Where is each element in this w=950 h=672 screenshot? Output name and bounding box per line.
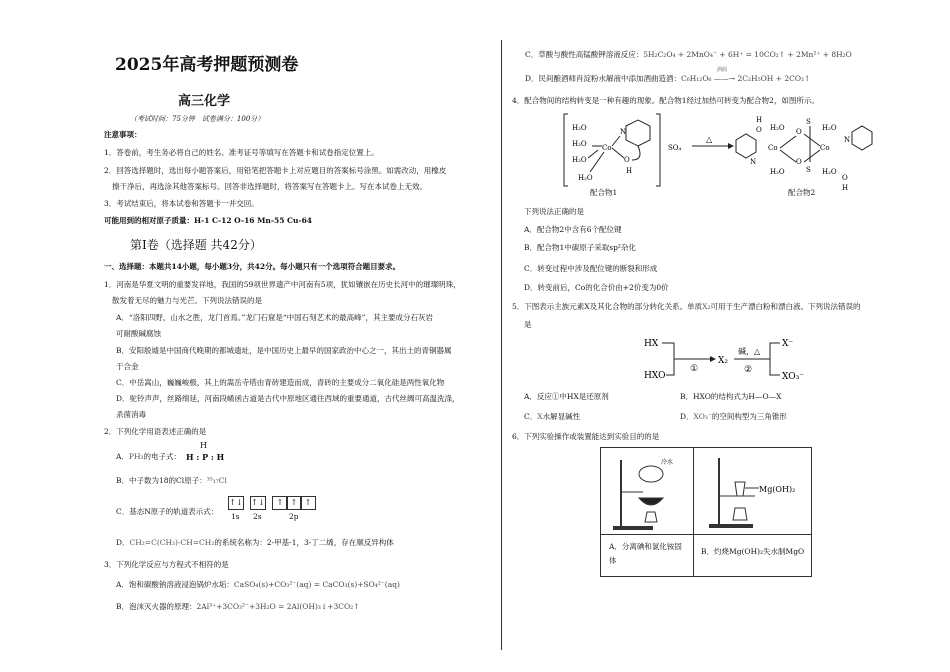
lamp-a [645,512,657,522]
q5-branch [770,343,780,375]
c1-co: Co [602,144,612,152]
q1-option-c: C．中岳嵩山，巍巍峻极，其上的嵩岳寺塔由青砖建造而成，青砖的主要成分二氧化硅是两性氧化物 [116,378,445,387]
q3-option-b [116,602,359,612]
q3-option-d [525,74,810,84]
q6-apparatus-b [699,452,807,532]
c1-o: O [624,156,630,164]
c2-o-left: O [756,126,762,134]
q3-b-equation: 2Al³⁺+3CO₃²⁻+3H₂O = 2Al(OH)₃↓+3CO₂↑ [196,602,360,611]
q3-d-label: D．民间酿酒师肖淀粉水解液中添加酒曲造酒： [525,74,682,83]
q2-a-tail: 的电子式： [143,452,182,461]
c1-bonds [588,136,624,172]
c2-h-right: H [842,184,849,192]
q2-option-c: C．基态N原子的轨道表示式： [116,507,219,516]
notice-item-2b: 擦干净后，再选涂其他答案标号。回答非选择题时，将答案写在答题卡上。写在本试卷上无效。 [112,182,427,191]
orbital-2p-1: ↑ [272,496,288,510]
q3-d-condition: 酒曲 [717,67,728,73]
q1-stem-1: 1．河南是华夏文明的重要发祥地，我国的59项世界遗产中河南有5项，犹如镶嵌在历史长河中的璀璨明珠， [104,280,461,289]
q5-hxo: HXO [644,371,666,381]
c1-h2o-left: H₂O [572,140,587,148]
q6-stem: 6．下列实验操作或装置能达到实验目的的是 [512,432,660,441]
q2-option-a [116,452,181,462]
q1-option-b: B．安阳殷墟是中国商代晚期的都城遗址，是中国历史上最早的国家政治中心之一，其出土的青铜器属 [116,346,452,355]
mgoh2-label: Mg(OH)₂ [759,485,796,494]
beaker-solid [639,498,663,505]
c1-so4: SO₄ [668,144,682,152]
c2-n-left: N [750,158,757,166]
orbital-2s: ↑↓ [250,496,266,510]
c2-s-bottom: S [806,166,811,174]
q5-hx: HX [644,339,659,349]
q6-option-a: A．分离碘和氯化铵固体 [609,542,682,565]
q4-option-d: D．转变前后，Co的化合价由+2价变为0价 [524,283,669,292]
q3-a-equation: CaSO₄(s)+CO₃²⁻(aq) = CaCO₃(s)+SO₄²⁻(aq) [233,580,400,589]
orbital-2p-2: ↑ [286,496,302,510]
q2-option-d [116,538,394,548]
q4-label-complex2: 配合物2 [788,188,816,197]
q5-d-xo3: XO₃⁻ [693,412,712,421]
c1-pyridine-ring [626,120,650,146]
orbital-label-2s: 2s [253,512,262,521]
c2-n-right: N [844,136,851,144]
stand-base-b [709,524,753,528]
q4-option-c: C．转变过程中涉及配位键的断裂和形成 [524,264,658,273]
c2-h2o-2: H₂O [770,168,785,176]
q2-b-formula: ³⁵₁₇Cl [206,476,227,485]
c1-h: H [626,167,633,175]
q1-option-d: D．驼铃声声，丝路绵延，河南段崤函古道是古代中原地区通往西域的重要通道，古代丝绸可高温洗涤， [116,394,460,403]
q5-step-1: ① [690,364,699,374]
exam-subtitle: 高三化学 [178,94,231,109]
q5-arrow-1 [662,343,712,375]
q3-d-equation: C₆H₁₂O₆ ——→ 2C₂H₅OH + 2CO₂↑ [681,74,811,83]
q2-a-formula: PH₃ [128,452,144,461]
orbital-label-2p: 2p [289,512,299,521]
q5-option-d [680,412,787,422]
q2-d-label: D． [116,538,130,547]
q5-c-label: C． [524,412,538,421]
stand-base-a [613,526,653,530]
q3-c-equation: 5H₂C₂O₄ + 2MnO₄⁻ + 6H⁺ = 10CO₂↑ + 2Mn²⁺ + 8H₂O [643,50,852,59]
q4-label-complex1: 配合物1 [590,188,618,197]
c2-h2o-1: H₂O [770,124,785,132]
c1-h2o-left2: H₂O [572,156,587,164]
q3-a-label: A．饱和碳酸钠溶液浸泡锅炉水垢： [116,580,234,589]
q2-option-b [116,476,227,486]
c2-co-right: Co [820,144,830,152]
bracket-right [656,114,660,186]
q5-stem-x2: X₂ [702,302,711,311]
c2-o-1: O [796,128,802,136]
q5-condition: 碱，△ [738,347,761,356]
q6-table [600,447,812,577]
orbital-2p-3: ↑ [300,496,316,510]
q5-xo3: XO₃⁻ [782,372,804,382]
q5-arrow-1-head [710,356,716,362]
q2-d-formula: CH₂=C(CH₃)-CH=CH₂ [129,538,215,547]
q1-option-a-2: 可耐酸碱腐蚀 [116,329,161,338]
cold-flask [639,466,663,482]
q4-stem: 4．配合物间的结构转变是一种有趣的现象。配合物1经过加热可转变为配合物2，如图所示。 [512,96,819,105]
q3-c-label: C．草酸与酸性高锰酸钾溶液反应： [525,50,644,59]
atomic-mass-line: 可能用到的相对原子质量：H-1 C-12 O-16 Mn-55 Cu-64 [104,216,313,225]
part1-title: 第Ⅰ卷（选择题 共42分） [130,238,262,252]
q2-d-tail: 的系统名称为：2-甲基-1，3-丁二烯，存在顺反异构体 [214,538,394,547]
q3-option-a [116,580,400,590]
c2-h2o-4: H₂O [822,168,837,176]
c2-co-left: Co [768,144,778,152]
q5-stem-part2: 可用于生产漂白粉和漂白液。下列说法错误的 [710,302,861,311]
q2-stem: 2．下列化学用语表述正确的是 [104,427,207,436]
q1-option-a: A．“洛阳四野，山水之胜，龙门首焉。”龙门石窟是“中国石刻艺术的最高峰”，其主要成分石灰岩 [116,313,434,322]
c2-o-2: O [796,158,802,166]
q3-stem: 3．下列化学反应与方程式不相符的是 [104,560,229,569]
q5-c-x: X [537,412,543,421]
c2-pyridine-right [852,126,872,150]
column-divider [501,40,502,650]
q4-question: 下列说法正确的是 [524,207,584,216]
bracket-left [564,114,568,186]
c2-s-top: S [806,118,811,126]
q2-b-label: B．中子数为18的Cl原子： [116,476,207,485]
q6-option-b: B．灼烧Mg(OH)₂失水制MgO [701,547,805,556]
q5-x-minus: X⁻ [782,339,794,349]
reaction-arrow-head [728,143,734,149]
q6-table-hline [601,534,811,535]
orbital-diagram [228,496,338,526]
q5-c-tail: 水解显碱性 [542,412,581,421]
q5-option-b: B．HXO的结构式为H—O—X [680,392,782,401]
electron-dot-top: H [200,441,207,450]
c2-o-right: O [842,174,848,182]
cold-water-label: 冷水 [661,459,674,466]
q2-a-label: A． [116,452,129,461]
q5-stem-1 [512,302,860,312]
c2-h-left: H [756,116,763,124]
q6-table-vline [693,448,694,576]
q1-option-d-2: 杀菌消毒 [116,410,146,419]
orbital-1s: ↑↓ [228,496,244,510]
notice-item-1: 1．答卷前，考生务必将自己的姓名、准考证号等填写在答题卡和试卷指定位置上。 [104,148,379,157]
c2-h2o-3: H₂O [822,124,837,132]
c1-chain [632,146,640,160]
c2-pyridine-left [736,134,756,158]
notice-heading: 注意事项： [104,130,142,139]
q4-option-a: A．配合物2中含有6个配位键 [524,225,622,234]
lamp-b [733,508,747,520]
section1-heading: 一、选择题：本题共14小题，每小题3分，共42分。每小题只有一个选项符合题目要求。 [104,262,401,271]
q5-d-label: D． [680,412,694,421]
notice-item-3: 3．考试结束后，将本试卷和答题卡一并交回。 [104,199,259,208]
q4-option-b: B．配合物1中碳原子采取sp²杂化 [524,243,636,252]
q5-step-2: ② [744,365,753,375]
c1-h2o-top: H₂O [572,124,587,132]
q3-b-label: B．泡沫灭火器的原理： [116,602,197,611]
q5-conversion-diagram [640,334,810,384]
c1-n: N [620,128,627,136]
orbital-label-1s: 1s [231,512,240,521]
q1-option-b-2: 于合金 [116,362,139,371]
crucible [735,482,745,496]
q5-stem-part1: 5．下图表示主族元素X及其化合物的部分转化关系。单质 [512,302,703,311]
c1-h2o-bottom: H₂O [578,174,593,182]
q3-option-c [525,50,852,60]
q5-d-tail: 的空间构型为三角锥形 [711,412,787,421]
q5-option-a: A．反应①中HX是还原剂 [524,392,609,401]
exam-title: 2025年高考押题预测卷 [115,55,299,75]
heat-symbol: △ [706,135,713,144]
q6-apparatus-a [607,452,689,532]
q5-option-c [524,412,580,422]
q5-x2: X₂ [718,356,729,366]
notice-item-2: 2．回答选择题时，选出每小题答案后，用铅笔把答题卡上对应题目的答案标号涂黑。如需改动，用橡皮 [104,166,447,175]
exam-info: （考试时间：75分钟 试卷满分：100分） [130,115,265,123]
q1-stem-2: 散发着无尽的魅力与光芒。下列说法错误的是 [112,296,262,305]
q5-stem-2: 是 [524,320,532,329]
electron-dot-formula: H : P : H [186,452,225,462]
